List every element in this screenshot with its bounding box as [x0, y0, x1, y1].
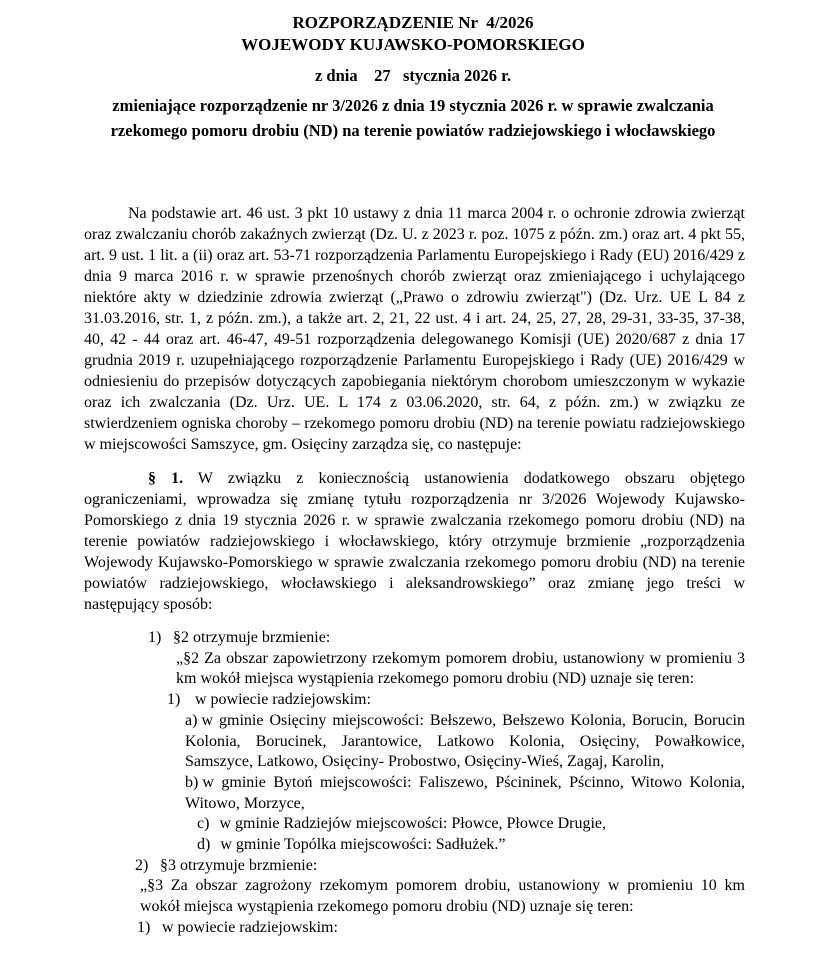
section-1-marker: § 1.: [148, 470, 184, 487]
document-date-line: z dnia 27 stycznia 2026 r.: [314, 66, 512, 85]
amendment-1-point-c: [197, 814, 745, 835]
amendment-1-point-d-text: w gminie Topólka miejscowości: Sadłużek.”: [220, 836, 506, 854]
document-body: [0, 203, 826, 939]
amendment-2-subitem-1-marker: 1): [137, 918, 151, 936]
amendment-item-1: [0, 628, 826, 856]
amendment-1-point-a-marker: a): [185, 711, 198, 729]
amendment-2-subitem-1: [137, 918, 826, 939]
amendment-2-heading: [135, 856, 826, 877]
document-header: [0, 0, 826, 143]
amendment-1-point-b: [185, 773, 745, 814]
document-title-line2: WOJEWODY KUJAWSKO-POMORSKIEGO: [241, 35, 585, 54]
amendment-1-point-a: [185, 711, 745, 773]
section-1-text: W związku z koniecznością ustanowienia dodatkowego obszaru objętego ograniczeniami, wprowadza się zmianę tytułu rozporządzenia nr 3/2026 Wojewody Kujawsko-Pomorskiego z dnia 19 stycznia 2026 r. w sprawie zwalczania rzekomego pomoru drobiu (ND) na terenie powiatów radziejowskiego i włocławskiego, który otrzymuje brzmienie „rozporządzenia Wojewody Kujawsko-Pomorskiego w sprawie zwalczania rzekomego pomoru drobiu (ND) na terenie powiatów radziejowskiego, włocławskiego i aleksandrowskiego” oraz zmianę jego treści w następujący sposób:: [84, 470, 746, 613]
document-subtitle-line1: zmieniające rozporządzenie nr 3/2026 z dnia 19 stycznia 2026 r. w sprawie zwalczania: [112, 96, 714, 115]
amendment-1-point-c-text: w gminie Radziejów miejscowości: Płowce, Płowce Drugie,: [219, 815, 607, 833]
amendment-1-subitem-1-text: w powiecie radziejowskim:: [195, 691, 371, 709]
section-1-paragraph: [84, 468, 745, 615]
amendment-1-point-b-text: w gminie Bytoń miejscowości: Faliszewo, Pścininek, Pścinno, Witowo Kolonia, Witowo, Morzyce,: [185, 773, 745, 812]
document-subtitle-line2: rzekomego pomoru drobiu (ND) na terenie powiatów radziejowskiego i włocławskiego: [110, 121, 716, 140]
amendment-1-subitem-1: [167, 690, 826, 711]
amendments-list: [0, 628, 826, 939]
legal-basis-preamble: Na podstawie art. 46 ust. 3 pkt 10 ustawy z dnia 11 marca 2004 r. o ochronie zdrowia zwierząt oraz zwalczaniu chorób zakaźnych zwierząt (Dz. U. z 2023 r. poz. 1075 z późn. zm.) oraz art. 4 pkt 55, art. 9 ust. 1 lit. a (ii) oraz art. 53-71 rozporządzenia Parlamentu Europejskiego i Rady (EU) 2016/429 z dnia 9 marca 2016 r. w sprawie przenośnych chorób zwierząt oraz zmieniającego i uchylającego niektóre akty w dziedzinie zdrowia zwierząt („Prawo o zdrowiu zwierząt") (Dz. Urz. UE L 84 z 31.03.2016, str. 1, z późn. zm.), a także art. 2, 21, 22 ust. 4 i art. 24, 25, 27, 28, 29-31, 33-35, 37-38, 40, 42 - 44 oraz art. 46-47, 49-51 rozporządzenia delegowanego Komisji (UE) 2020/687 z dnia 17 grudnia 2019 r. uzupełniającego rozporządzenie Parlamentu Europejskiego i Rady (UE) 2016/429 w odniesieniu do przepisów dotyczących zapobiegania niektórym chorobom umieszczonym w wykazie oraz ich zwalczania (Dz. Urz. UE. L 174 z 03.06.2020, str. 64, z późn. zm.) w związku ze stwierdzeniem ogniska choroby – rzekomego pomoru drobiu (ND) na terenie powiatu radziejowskiego w miejscowości Samszyce, gm. Osięciny zarządza się, co następuje:: [84, 205, 745, 453]
amendment-1-heading: [148, 628, 826, 649]
document-subtitle: [0, 93, 826, 143]
amendment-2-quoted-provision: „§3 Za obszar zagrożony rzekomym pomorem drobiu, ustanowiony w promieniu 10 km wokół miejsca wystąpienia rzekomego pomoru drobiu (ND) uznaje się teren:: [140, 877, 745, 916]
amendment-1-point-d: [197, 835, 745, 856]
amendment-1-quoted-provision: „§2 Za obszar zapowietrzony rzekomym pomorem drobiu, ustanowiony w promieniu 3 km wokół miejsca wystąpienia rzekomego pomoru drobiu (ND) uznaje się teren:: [176, 649, 745, 688]
amendment-item-2: [0, 856, 826, 939]
amendment-2-heading-text: §3 otrzymuje brzmienie:: [160, 856, 318, 874]
amendment-1-subitem-1-marker: 1): [167, 691, 181, 709]
amendment-1-point-d-marker: d): [197, 836, 211, 854]
amendment-2-subitem-1-text: w powiecie radziejowskim:: [162, 918, 338, 936]
amendment-1-marker: 1): [148, 629, 162, 646]
document-title-line1: ROZPORZĄDZENIE Nr 4/2026: [292, 13, 534, 32]
amendment-1-point-b-marker: b): [185, 773, 199, 791]
amendment-2-marker: 2): [135, 856, 149, 874]
amendment-1-heading-text: §2 otrzymuje brzmienie:: [173, 629, 331, 646]
amendment-1-point-c-marker: c): [197, 815, 210, 833]
amendment-1-point-a-text: w gminie Osięciny miejscowości: Bełszewo, Bełszewo Kolonia, Borucin, Borucin Kolonia, Borucinek, Jarantowice, Latkowo Kolonia, Osięciny, Powałkowice, Samszyce, Latkowo, Osięciny- Probostwo, Osięciny-Wieś, Zagaj, Karolin,: [185, 711, 745, 771]
